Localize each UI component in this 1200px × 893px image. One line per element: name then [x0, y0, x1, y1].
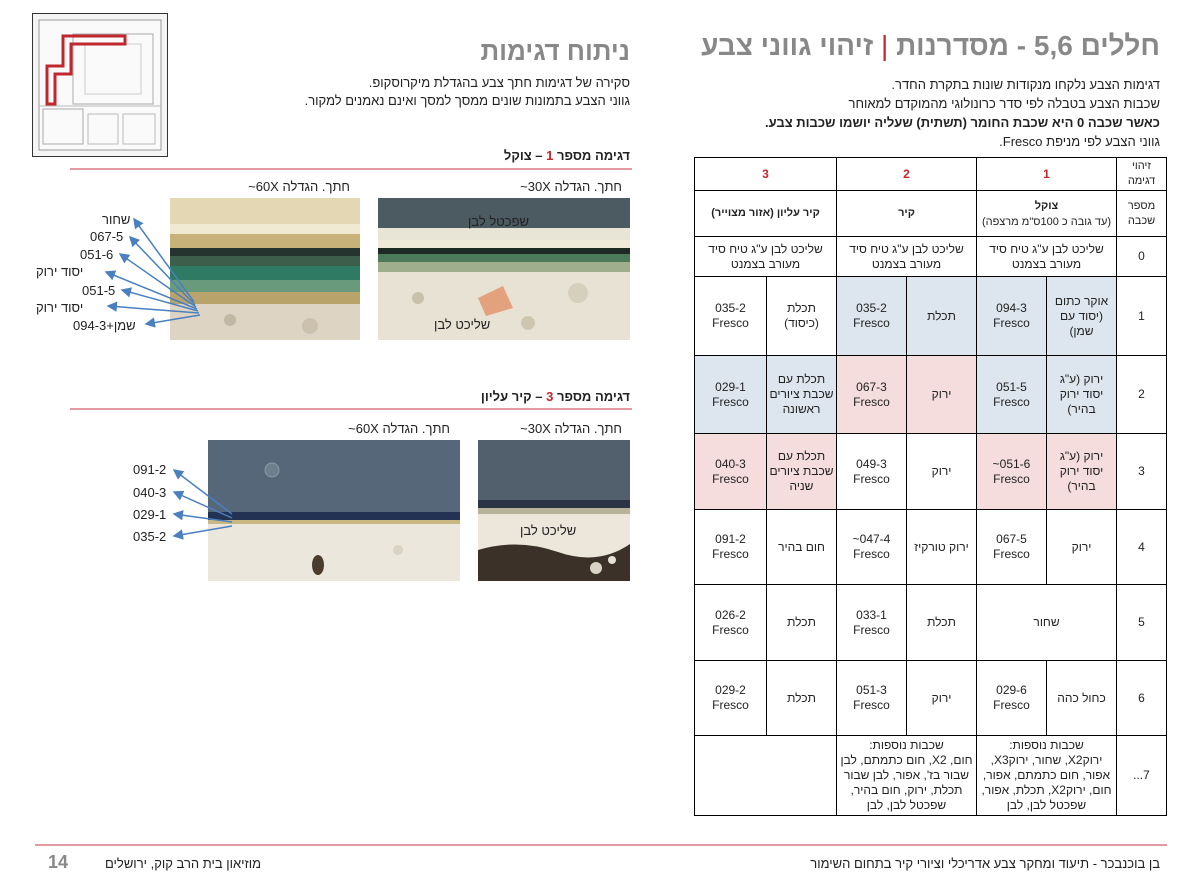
sample1-label-spachtel: שפכטל לבן [468, 214, 530, 229]
color-name-cell: תכלת [907, 277, 977, 356]
extra-layers-cell: שכבות נוספות: ירוקX2, שחור, ירוקX3, אפור, חום כתמתם, אפור, חום, ירוקX2, תכלת, אפור, שפכטל לבן, לבן [977, 736, 1117, 816]
page-title: חללים 5,6 - מסדרנות | זיהוי גווני צבע [701, 30, 1160, 61]
empty-cell [695, 736, 837, 816]
color-name-cell: שחור [977, 585, 1117, 661]
analysis-title: ניתוח דגימות [480, 36, 630, 66]
layer-number: 5 [1117, 585, 1167, 661]
fresco-code-cell: 091-2 Fresco [695, 510, 767, 585]
sample3-layer-label: 035-2 [133, 529, 167, 544]
sample1-layer-label: שחור [102, 212, 131, 227]
sample1-layer-label: 067-5 [90, 229, 124, 244]
sample1-layer-label: 094-3+שמן [73, 318, 136, 333]
layer-number: 6 [1117, 661, 1167, 736]
footer-location: מוזיאון בית הרב קוק, ירושלים [105, 856, 262, 871]
sample3-title: דגימה מספר 3 – קיר עליון [480, 389, 630, 404]
color-name-cell: תכלת [767, 585, 837, 661]
color-name-cell: תכלת עם שכבת ציורים שניה [767, 434, 837, 510]
color-name-cell: ירוק (ע"ג יסוד ירוק בהיר) [1047, 356, 1117, 434]
color-name-cell: ירוק [1047, 510, 1117, 585]
sample3-photo-30x [478, 440, 630, 581]
fresco-code-cell: 026-2 Fresco [695, 585, 767, 661]
sample-id-cell: 1 [977, 158, 1117, 191]
color-name-cell: תכלת (כיסוד) [767, 277, 837, 356]
base-cell: שליכט לבן ע"ג טיח סיד מעורב בצמנט [837, 237, 977, 277]
page-number: 14 [48, 852, 69, 872]
fresco-code-cell: 049-3 Fresco [837, 434, 907, 510]
fresco-code-cell: 051-3 Fresco [837, 661, 907, 736]
sample3-arrows [0, 0, 400, 893]
color-name-cell: ירוק [907, 434, 977, 510]
fresco-code-cell: 033-1 Fresco [837, 585, 907, 661]
color-name-cell: תכלת [767, 661, 837, 736]
color-name-cell: חום בהיר [767, 510, 837, 585]
color-name-cell: אוקר כתום (יסוד עם שמן) [1047, 277, 1117, 356]
footer-author: בן בוכנבכר - תיעוד ומחקר צבע אדריכלי וציורי קיר בתחום השימור [810, 856, 1160, 871]
color-name-cell: ירוק (ע"ג יסוד ירוק בהיר) [1047, 434, 1117, 510]
sample3-label-plaster: שליכט לבן [520, 523, 577, 538]
layer-header: מספר שכבה [1117, 191, 1167, 237]
color-layers-table [694, 157, 1167, 816]
fresco-code-cell: 029-6 Fresco [977, 661, 1047, 736]
location-cell: צוקל (עד גובה כ 100ס"מ מרצפה) [977, 191, 1117, 237]
fresco-code-cell: 067-5 Fresco [977, 510, 1047, 585]
sample1-layer-label: יסוד ירוק [36, 300, 84, 315]
layer-number: 2 [1117, 356, 1167, 434]
sample-id-cell: 3 [695, 158, 837, 191]
layer-number: 4 [1117, 510, 1167, 585]
sample3-layer-label: 040-3 [133, 485, 167, 500]
location-cell: קיר עליון (אזור מצוייר) [695, 191, 837, 237]
fresco-code-cell: 094-3 Fresco [977, 277, 1047, 356]
layer-number: 1 [1117, 277, 1167, 356]
fresco-code-cell: 040-3 Fresco [695, 434, 767, 510]
sample3-caption-30: חתך. הגדלה 30X~ [520, 421, 622, 436]
base-cell: שליכט לבן ע"ג טיח סיד מעורב בצמנט [695, 237, 837, 277]
footer-rule [35, 844, 1167, 846]
intro-text: דגימות הצבע נלקחו מנקודות שונות בתקרת החדר. שכבות הצבע בטבלה לפי סדר כרונולוגי מהמוקדם למאוחר כאשר שכבה 0 היא שכבת החומר (תשתית) שעליה יושמו שכבות צבע. גווני הצבע לפי מניפת Fresco. [765, 77, 1160, 149]
color-name-cell: כחול כהה [1047, 661, 1117, 736]
color-name-cell: ירוק [907, 356, 977, 434]
layer-number: 3 [1117, 434, 1167, 510]
layer-number: 0 [1117, 237, 1167, 277]
sample1-layer-label: 051-5 [82, 283, 116, 298]
layer-number: 7... [1117, 736, 1167, 816]
sample1-layer-label: יסוד ירוק [36, 264, 84, 279]
extra-layers-cell: שכבות נוספות: חום, X2, חום כתמתם, לבן שבור בז', אפור, לבן שבור תכלת, ירוק, חום בהיר, שפכטל לבן, לבן [837, 736, 977, 816]
base-cell: שליכט לבן ע"ג טיח סיד מעורב בצמנט [977, 237, 1117, 277]
sample1-layer-label: 051-6 [80, 247, 114, 262]
fresco-code-cell: 035-2 Fresco [695, 277, 767, 356]
color-name-cell: תכלת [907, 585, 977, 661]
fresco-code-cell: 067-3 Fresco [837, 356, 907, 434]
sample1-label-plaster: שליכט לבן [434, 317, 491, 332]
sample-id-cell: 2 [837, 158, 977, 191]
id-header: זיהוי דגימה [1117, 158, 1167, 191]
sample3-caption-60: חתך. הגדלה 60X~ [348, 421, 450, 436]
sample1-caption-30: חתך. הגדלה 30X~ [520, 179, 622, 194]
color-name-cell: ירוק טורקיז [907, 510, 977, 585]
fresco-code-cell: 051-6~ Fresco [977, 434, 1047, 510]
location-cell: קיר [837, 191, 977, 237]
sample1-title: דגימה מספר 1 – צוקל [503, 148, 630, 163]
analysis-text: סקירה של דגימות חתך צבע בהגדלת מיקרוסקופ. גווני הצבע בתמונות שונים ממסך למסך ואינם נאמנים למקור. [304, 75, 630, 108]
fresco-code-cell: 035-2 Fresco [837, 277, 907, 356]
sample3-layer-label: 029-1 [133, 507, 167, 522]
sample1-caption-60: חתך. הגדלה 60X~ [248, 179, 350, 194]
fresco-code-cell: 029-1 Fresco [695, 356, 767, 434]
sample3-layer-label: 091-2 [133, 462, 167, 477]
fresco-code-cell: 029-2 Fresco [695, 661, 767, 736]
color-name-cell: תכלת עם שכבת ציורים ראשונה [767, 356, 837, 434]
color-name-cell: ירוק [907, 661, 977, 736]
fresco-code-cell: 047-4~ Fresco [837, 510, 907, 585]
fresco-code-cell: 051-5 Fresco [977, 356, 1047, 434]
